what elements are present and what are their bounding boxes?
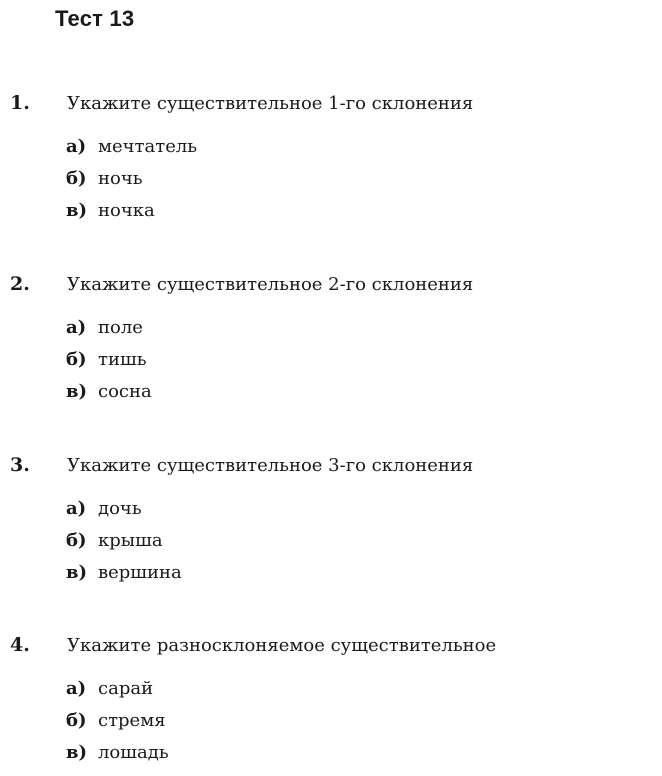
question-number: 3. xyxy=(10,454,30,476)
answer-options xyxy=(10,498,650,594)
option-letter: а) xyxy=(66,317,87,338)
option-c[interactable] xyxy=(10,381,650,413)
option-text: ночь xyxy=(98,168,143,189)
option-text: сарай xyxy=(98,678,154,699)
option-text: ночка xyxy=(98,200,155,221)
option-b[interactable] xyxy=(10,349,650,381)
option-letter: а) xyxy=(66,678,87,699)
option-a[interactable] xyxy=(10,678,650,710)
question-4 xyxy=(10,634,650,774)
option-letter: б) xyxy=(66,530,87,551)
option-letter: б) xyxy=(66,349,87,370)
option-c[interactable] xyxy=(10,200,650,232)
question-number: 1. xyxy=(10,92,30,114)
option-letter: в) xyxy=(66,200,88,221)
option-letter: а) xyxy=(66,498,87,519)
option-b[interactable] xyxy=(10,710,650,742)
question-1 xyxy=(10,92,650,232)
option-letter: б) xyxy=(66,168,87,189)
option-text: лошадь xyxy=(98,742,169,763)
option-c[interactable] xyxy=(10,562,650,594)
question-2 xyxy=(10,273,650,413)
option-a[interactable] xyxy=(10,498,650,530)
question-header xyxy=(10,634,650,664)
question-text: Укажите разносклоняемое существительное xyxy=(67,635,497,656)
question-3 xyxy=(10,454,650,594)
option-b[interactable] xyxy=(10,530,650,562)
answer-options xyxy=(10,136,650,232)
question-header xyxy=(10,273,650,303)
option-text: стремя xyxy=(98,710,166,731)
option-a[interactable] xyxy=(10,136,650,168)
question-text: Укажите существительное 1-го склонения xyxy=(67,93,474,114)
question-text: Укажите существительное 3-го склонения xyxy=(67,455,474,476)
option-c[interactable] xyxy=(10,742,650,774)
question-header xyxy=(10,454,650,484)
answer-options xyxy=(10,678,650,774)
question-number: 2. xyxy=(10,273,30,295)
option-text: вершина xyxy=(98,562,182,583)
option-text: мечтатель xyxy=(98,136,198,157)
option-letter: в) xyxy=(66,742,88,763)
answer-options xyxy=(10,317,650,413)
question-text: Укажите существительное 2-го склонения xyxy=(67,274,474,295)
option-text: поле xyxy=(98,317,143,338)
option-text: крыша xyxy=(98,530,163,551)
option-text: сосна xyxy=(98,381,152,402)
option-letter: б) xyxy=(66,710,87,731)
question-number: 4. xyxy=(10,634,30,656)
option-b[interactable] xyxy=(10,168,650,200)
question-header xyxy=(10,92,650,122)
test-title: Тест 13 xyxy=(55,6,135,31)
option-a[interactable] xyxy=(10,317,650,349)
option-letter: а) xyxy=(66,136,87,157)
option-text: тишь xyxy=(98,349,147,370)
option-letter: в) xyxy=(66,381,88,402)
option-text: дочь xyxy=(98,498,142,519)
option-letter: в) xyxy=(66,562,88,583)
